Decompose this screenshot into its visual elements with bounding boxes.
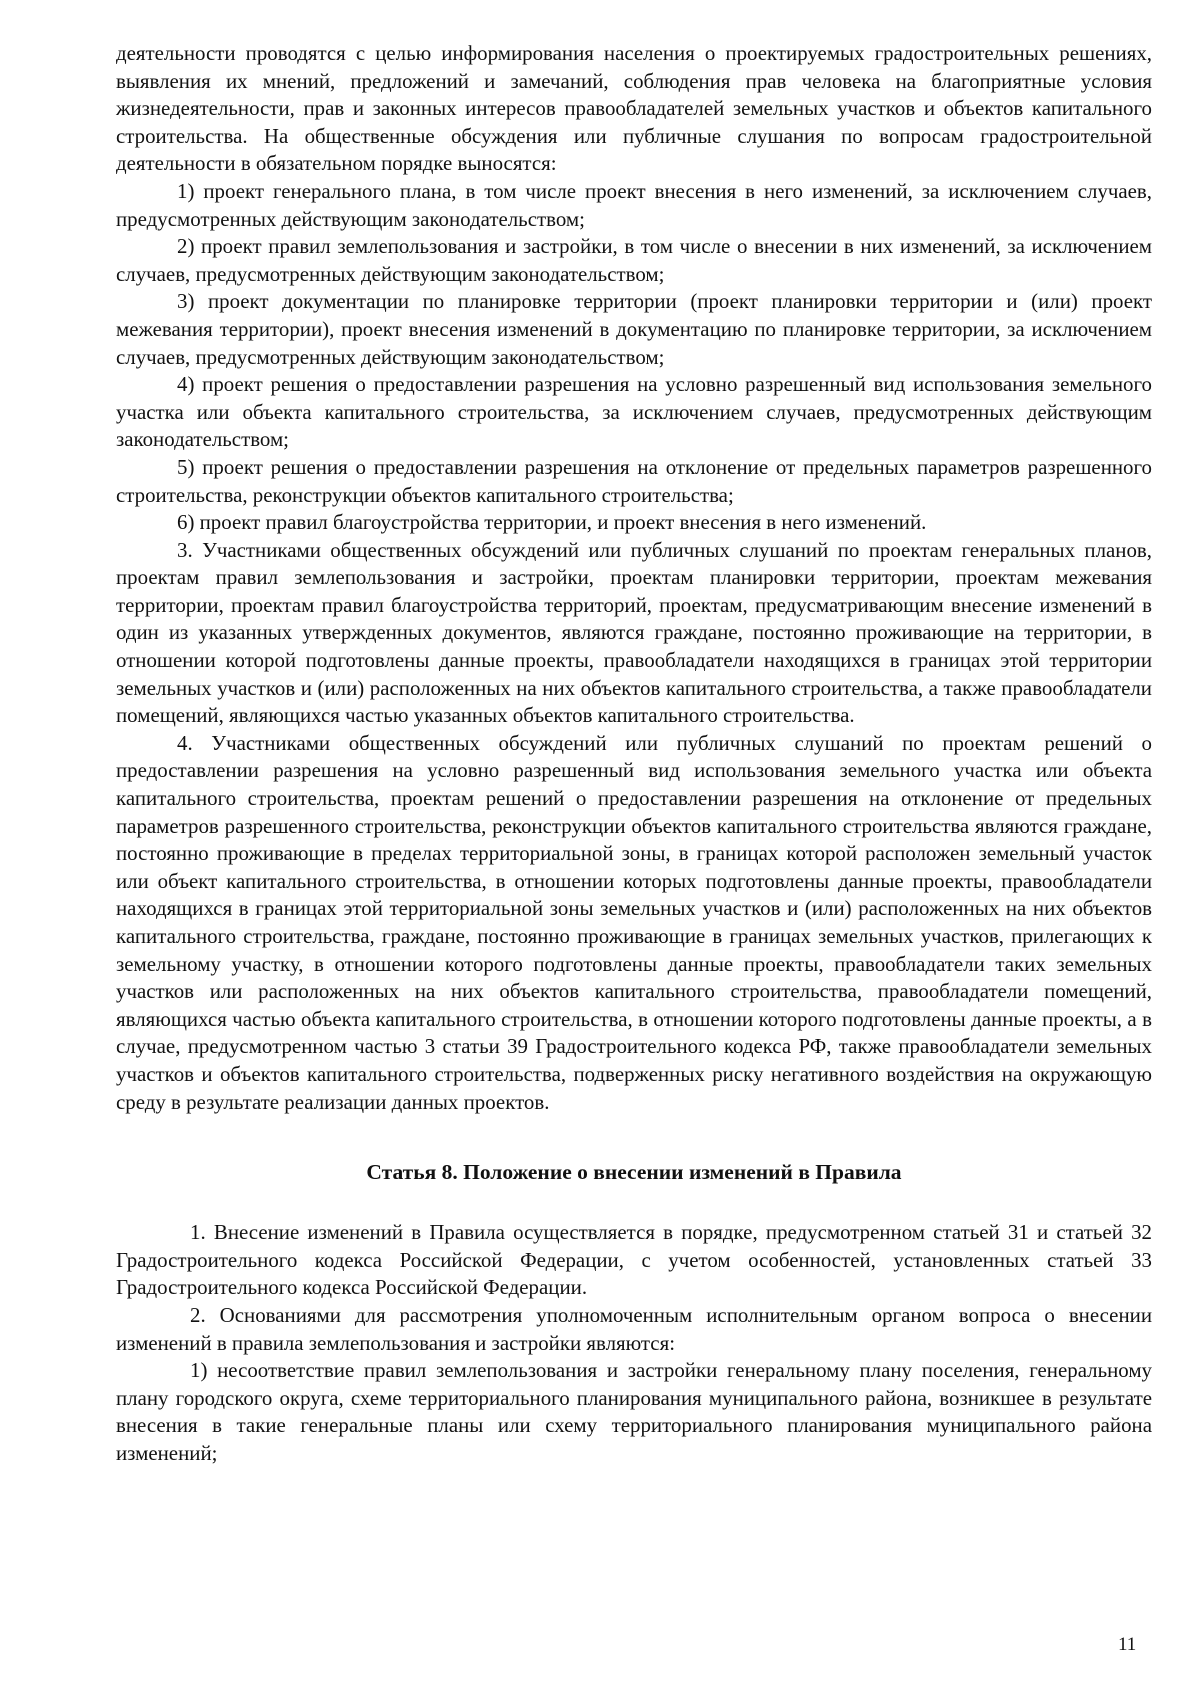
paragraph-point-3: 3. Участниками общественных обсуждений или публичных слушаний по проектам генеральных планов, проектам правил землепользования и застройки, проектам планировки территории, проектам межевания территории, проектам правил благоустройства территорий, проектам, предусматривающим внесение изменений в один из указанных утвержденных документов, являются граждане, постоянно проживающие на территории, в отношении которой подготовлены данные проекты, правообладатели находящихся в границах этой территории земельных участков и (или) расположенных на них объектов капитального строительства, а также правообладатели помещений, являющихся частью указанных объектов капитального строительства.	[116, 537, 1152, 728]
paragraph-point-4: 4. Участниками общественных обсуждений или публичных слушаний по проектам решений о предоставлении разрешения на условно разрешенный вид использования земельного участка или объекта капитального строительства, проектам решений о предоставлении разрешения на отклонение от предельных параметров разрешенного строительства, реконструкции объектов капитального строительства являются граждане, постоянно проживающие в пределах территориальной зоны, в границах которой расположен земельный участок или объект капитального строительства, в отношении которых подготовлены данные проекты, правообладатели находящихся в границах этой территориальной зоны земельных участков и (или) расположенных на них объектов капитального строительства, граждане, постоянно проживающие в границах земельных участков, прилегающих к земельному участку, в отношении которого подготовлены данные проекты, правообладатели таких земельных участков или расположенных на них объектов капитального строительства, правообладатели помещений, являющихся частью объекта капитального строительства, в отношении которого подготовлены данные проекты, а в случае, предусмотренном частью 3 статьи 39 Градостроительного кодекса РФ, также правообладатели земельных участков и объектов капитального строительства, подверженных риску негативного воздействия на окружающую среду в результате реализации данных проектов.	[116, 730, 1152, 1114]
paragraph-continuation: деятельности проводятся с целью информирования населения о проектируемых градостроительных решениях, выявления их мнений, предложений и замечаний, соблюдения прав человека на благоприятные условия жизнедеятельности, прав и законных интересов правообладателей земельных участков и объектов капитального строительства. На общественные обсуждения или публичные слушания по вопросам градостроительной деятельности в обязательном порядке выносятся:	[116, 41, 1152, 176]
article-8-subpoint-1: 1) несоответствие правил землепользования и застройки генеральному плану поселения, генеральному плану городского округа, схеме территориального планирования муниципального района, возникшее в результате внесения в такие генеральные планы или схему территориального планирования муниципального района изменений;	[116, 1358, 1152, 1465]
list-item-5: 5) проект решения о предоставлении разрешения на отклонение от предельных параметров разрешенного строительства, реконструкции объектов капитального строительства;	[116, 454, 1152, 507]
article-8-point-2: 2. Основаниями для рассмотрения уполномоченным исполнительным органом вопроса о внесении изменений в правила землепользования и застройки являются:	[116, 1302, 1152, 1355]
page-number: 11	[1118, 1634, 1137, 1655]
list-item-6: 6) проект правил благоустройства территории, и проект внесения в него изменений.	[177, 510, 927, 535]
list-item-1: 1) проект генерального плана, в том числе проект внесения в него изменений, за исключением случаев, предусмотренных действующим законодательством;	[116, 178, 1152, 231]
list-item-4: 4) проект решения о предоставлении разрешения на условно разрешенный вид использования земельного участка или объекта капитального строительства, за исключением случаев, предусмотренных действующим законодательством;	[116, 372, 1152, 452]
article-heading: Статья 8. Положение о внесении изменений в Правила	[366, 1160, 902, 1185]
list-item-2: 2) проект правил землепользования и застройки, в том числе о внесении в них изменений, за исключением случаев, предусмотренных действующим законодательством;	[116, 234, 1152, 286]
document-page	[116, 40, 1152, 1468]
article-8-point-1: 1. Внесение изменений в Правила осуществляется в порядке, предусмотренном статьей 31 и статьей 32 Градостроительного кодекса Российской Федерации, с учетом особенностей, установленных статьей 33 Градостроительного кодекса Российской Федерации.	[116, 1220, 1152, 1300]
list-item-3: 3) проект документации по планировке территории (проект планировки территории и (или) проект межевания территории), проект внесения изменений в документацию по планировке территории, за исключением случаев, предусмотренных действующим законодательством;	[116, 289, 1152, 369]
